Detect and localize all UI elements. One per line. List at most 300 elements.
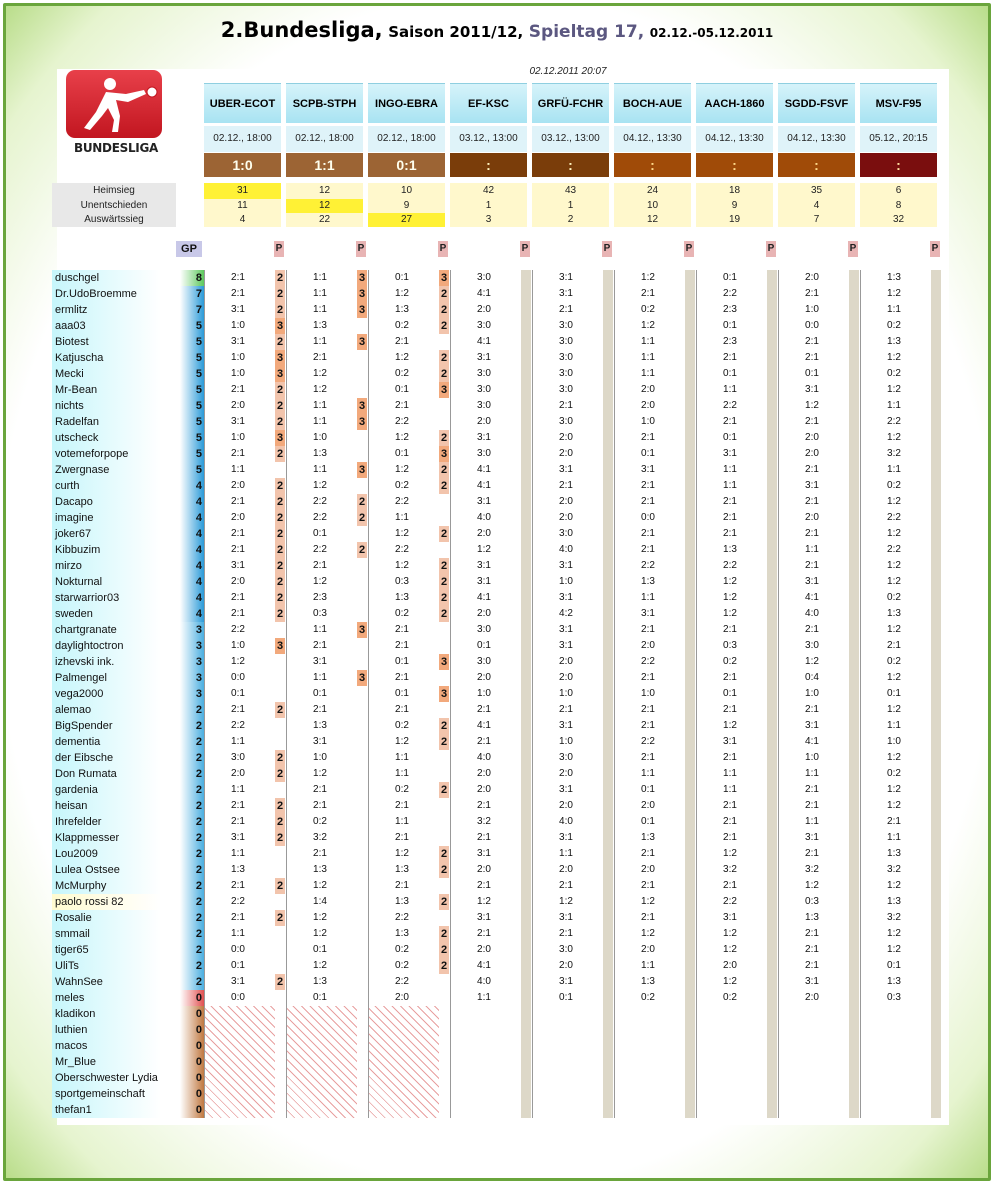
tip-value: 1:2 [313, 880, 327, 891]
tip-value: 3:0 [477, 448, 491, 459]
tip-cell [697, 990, 778, 1006]
tip-value: 2:1 [313, 800, 327, 811]
tip-value: 2:1 [395, 800, 409, 811]
tip-cell [533, 382, 614, 398]
tip-cell [861, 1070, 942, 1086]
tip-cell [861, 734, 942, 750]
tip-value: 2:0 [559, 672, 573, 683]
tip-cell [287, 270, 368, 286]
tip-cell [369, 1102, 450, 1118]
tip-value: 1:3 [395, 928, 409, 939]
tip-value: 3:1 [723, 912, 737, 923]
stat-away: 22 [286, 213, 363, 227]
tip-value: 2:0 [477, 784, 491, 795]
tip-cell [697, 430, 778, 446]
match-date: 02.12., 18:00 [204, 126, 281, 152]
tip-cell [533, 1070, 614, 1086]
player-points-value: 4 [180, 478, 204, 494]
tip-cell [779, 446, 860, 462]
tip-value: 2:1 [477, 880, 491, 891]
tip-cell [861, 862, 942, 878]
player-points-value: 3 [180, 654, 204, 670]
tip-value: 1:2 [395, 528, 409, 539]
tip-value: 2:1 [723, 416, 737, 427]
tip-cell [369, 366, 450, 382]
tip-value: 1:2 [887, 528, 901, 539]
tip-value: 2:1 [805, 496, 819, 507]
tip-value: 0:1 [231, 960, 245, 971]
tip-cell [861, 478, 942, 494]
tip-points: 2 [440, 368, 448, 380]
logo-text-a: BUNDES [74, 141, 128, 155]
tip-value: 2:2 [723, 560, 737, 571]
tip-cell [779, 318, 860, 334]
match-result: : [532, 153, 609, 177]
tip-value: 1:2 [887, 944, 901, 955]
tip-cell [205, 526, 286, 542]
tip-column [860, 270, 942, 1118]
tip-points: 3 [276, 640, 284, 652]
stat-draw: 10 [614, 199, 691, 213]
tip-value: 2:1 [805, 528, 819, 539]
tip-cell [779, 1054, 860, 1070]
tip-cell [861, 798, 942, 814]
tip-cell [369, 622, 450, 638]
tip-cell [533, 398, 614, 414]
tip-cell [205, 606, 286, 622]
player-name: tiger65 [52, 942, 180, 958]
player-points-value: 4 [180, 510, 204, 526]
tip-cell [451, 542, 532, 558]
tip-cell [779, 398, 860, 414]
tip-value: 2:0 [559, 800, 573, 811]
tip-cell [205, 846, 286, 862]
tip-cell [287, 974, 368, 990]
tip-cell [779, 654, 860, 670]
tip-cell [615, 542, 696, 558]
player-name: Lulea Ostsee [52, 862, 180, 878]
tip-value: 1:3 [887, 976, 901, 987]
tip-cell [451, 478, 532, 494]
player-name: Dacapo [52, 494, 180, 510]
tip-cell [861, 542, 942, 558]
match-date: 04.12., 13:30 [778, 126, 855, 152]
tip-cell [451, 430, 532, 446]
tip-value: 2:0 [477, 304, 491, 315]
tip-cell [697, 750, 778, 766]
tip-cell [697, 558, 778, 574]
tip-value: 3:1 [559, 624, 573, 635]
tip-cell [533, 878, 614, 894]
stat-home: 24 [614, 183, 691, 199]
tip-value: 0:1 [395, 448, 409, 459]
tip-points: 2 [440, 928, 448, 940]
tip-value: 1:3 [887, 336, 901, 347]
tip-value: 2:1 [395, 400, 409, 411]
tip-value: 2:0 [559, 512, 573, 523]
tip-value: 1:1 [231, 784, 245, 795]
tip-cell [697, 894, 778, 910]
player-points-value: 3 [180, 638, 204, 654]
tip-value: 1:0 [805, 304, 819, 315]
player-points-value: 4 [180, 574, 204, 590]
tip-cell [861, 286, 942, 302]
tip-cell [861, 318, 942, 334]
tip-cell [697, 1006, 778, 1022]
points-header: P [930, 241, 940, 257]
stat-draw: 9 [368, 199, 445, 213]
player-name: Ihrefelder [52, 814, 180, 830]
tip-cell [369, 926, 450, 942]
tip-cell [533, 974, 614, 990]
tip-cell [369, 286, 450, 302]
tip-points: 2 [276, 528, 284, 540]
tip-cell [451, 702, 532, 718]
player-name: UliTs [52, 958, 180, 974]
tip-value: 1:2 [887, 384, 901, 395]
tip-value: 2:0 [805, 448, 819, 459]
tip-points: 2 [440, 592, 448, 604]
tip-value: 1:0 [231, 352, 245, 363]
tip-value: 1:2 [395, 848, 409, 859]
match-name: EF-KSC [450, 83, 527, 123]
tip-value: 2:1 [723, 496, 737, 507]
tip-cell [697, 942, 778, 958]
player-points [180, 270, 204, 1118]
tip-value: 2:1 [723, 704, 737, 715]
tip-cell [451, 686, 532, 702]
tip-value: 0:2 [395, 960, 409, 971]
tip-cell [779, 286, 860, 302]
tip-value: 1:1 [313, 400, 327, 411]
tip-value: 3:1 [559, 720, 573, 731]
player-points-value: 2 [180, 862, 204, 878]
tip-cell [369, 1054, 450, 1070]
tip-value: 2:2 [231, 720, 245, 731]
tip-cell [697, 462, 778, 478]
tip-cell [451, 382, 532, 398]
tip-cell [451, 814, 532, 830]
tip-points: 2 [440, 288, 448, 300]
tip-value: 2:1 [313, 848, 327, 859]
tip-cell [451, 558, 532, 574]
tip-value: 1:3 [641, 832, 655, 843]
tip-value: 1:2 [395, 432, 409, 443]
tip-value: 3:0 [559, 752, 573, 763]
tip-cell [861, 334, 942, 350]
tip-points: 2 [276, 816, 284, 828]
tip-cell [287, 958, 368, 974]
tip-value: 1:3 [395, 592, 409, 603]
tip-value: 2:0 [641, 640, 655, 651]
tip-cell [533, 590, 614, 606]
tip-cell [779, 990, 860, 1006]
tip-value: 2:1 [559, 704, 573, 715]
tip-cell [697, 846, 778, 862]
tip-cell [861, 590, 942, 606]
tip-cell [697, 350, 778, 366]
tip-cell [533, 1102, 614, 1118]
tip-cell [615, 846, 696, 862]
tip-cell [287, 1070, 368, 1086]
tip-cell [697, 382, 778, 398]
player-points-value: 2 [180, 702, 204, 718]
title-league: 2.Bundesliga, [220, 18, 383, 42]
tip-cell [615, 1086, 696, 1102]
tip-cell [369, 782, 450, 798]
tip-value: 2:0 [231, 480, 245, 491]
stat-away: 32 [860, 213, 937, 227]
tip-value: 2:1 [395, 880, 409, 891]
player-name: aaa03 [52, 318, 180, 334]
tip-cell [369, 1086, 450, 1102]
stat-home: 6 [860, 183, 937, 199]
tip-value: 1:2 [313, 912, 327, 923]
tip-cell [369, 494, 450, 510]
tip-value: 1:1 [313, 288, 327, 299]
tip-value: 3:1 [477, 560, 491, 571]
tip-cell [369, 846, 450, 862]
tip-cell [533, 862, 614, 878]
tip-cell [615, 654, 696, 670]
tip-cell [205, 1054, 286, 1070]
tip-value: 1:0 [641, 416, 655, 427]
tip-value: 2:2 [395, 976, 409, 987]
tip-value: 0:3 [395, 576, 409, 587]
tip-value: 1:2 [641, 320, 655, 331]
tip-cell [697, 590, 778, 606]
match-name: BOCH-AUE [614, 83, 691, 123]
player-points-value: 2 [180, 910, 204, 926]
tip-value: 0:0 [231, 944, 245, 955]
tip-cell [615, 1006, 696, 1022]
tip-cell [451, 510, 532, 526]
tip-value: 1:1 [641, 352, 655, 363]
tip-cell [369, 702, 450, 718]
tip-cell [779, 1070, 860, 1086]
tip-cell [697, 830, 778, 846]
tip-cell [369, 414, 450, 430]
tip-points: 3 [358, 272, 366, 284]
tip-cell [205, 942, 286, 958]
tip-cell [533, 814, 614, 830]
tip-cell [287, 590, 368, 606]
tip-value: 4:1 [477, 592, 491, 603]
tip-cell [779, 510, 860, 526]
tip-cell [533, 270, 614, 286]
tip-points: 2 [440, 352, 448, 364]
tip-cell [369, 878, 450, 894]
tip-cell [779, 334, 860, 350]
tip-cell [205, 830, 286, 846]
player-points-value: 5 [180, 430, 204, 446]
tip-cell [533, 366, 614, 382]
tip-value: 2:1 [477, 736, 491, 747]
tip-cell [861, 1102, 942, 1118]
tip-value: 2:2 [231, 624, 245, 635]
tip-value: 1:2 [723, 944, 737, 955]
tip-cell [861, 718, 942, 734]
tip-cell [779, 1038, 860, 1054]
tip-cell [287, 478, 368, 494]
tip-value: 1:1 [231, 848, 245, 859]
tip-cell [779, 558, 860, 574]
player-points-value: 2 [180, 750, 204, 766]
match-result: : [778, 153, 855, 177]
player-name: sweden [52, 606, 180, 622]
tip-value: 2:1 [395, 640, 409, 651]
player-points-value: 5 [180, 350, 204, 366]
tip-cell [615, 1102, 696, 1118]
tip-value: 2:1 [805, 336, 819, 347]
player-points-value: 0 [180, 1054, 204, 1070]
tip-cell [615, 958, 696, 974]
tip-value: 1:1 [887, 832, 901, 843]
player-name: imagine [52, 510, 180, 526]
tip-points: 3 [440, 384, 448, 396]
tip-cell [451, 1006, 532, 1022]
tip-cell [533, 1006, 614, 1022]
tip-value: 2:1 [641, 912, 655, 923]
tip-cell [697, 718, 778, 734]
tip-value: 3:0 [559, 416, 573, 427]
tip-value: 0:1 [477, 640, 491, 651]
player-name: duschgel [52, 270, 180, 286]
tip-cell [369, 462, 450, 478]
tip-value: 1:2 [723, 848, 737, 859]
tip-value: 1:2 [395, 736, 409, 747]
tip-cell [451, 638, 532, 654]
tip-cell [287, 286, 368, 302]
tip-value: 2:0 [395, 992, 409, 1003]
tip-cell [451, 606, 532, 622]
tip-cell [205, 350, 286, 366]
tip-points: 3 [276, 352, 284, 364]
tip-cell [861, 302, 942, 318]
gp-header: GP [176, 241, 202, 257]
tip-cell [861, 510, 942, 526]
tip-points: 2 [276, 912, 284, 924]
tip-cell [451, 846, 532, 862]
tip-cell [697, 862, 778, 878]
title-matchday: Spieltag 17, [528, 22, 645, 42]
player-points-value: 2 [180, 798, 204, 814]
player-points-value: 7 [180, 302, 204, 318]
tip-cell [861, 446, 942, 462]
tip-value: 2:0 [477, 768, 491, 779]
player-name: Oberschwester Lydia [52, 1070, 180, 1086]
tip-points: 3 [358, 288, 366, 300]
tip-cell [533, 302, 614, 318]
tip-cell [205, 782, 286, 798]
tip-value: 3:1 [559, 592, 573, 603]
tip-cell [615, 878, 696, 894]
tip-cell [287, 398, 368, 414]
tip-cell [287, 366, 368, 382]
tip-value: 2:0 [231, 512, 245, 523]
player-name: gardenia [52, 782, 180, 798]
tip-value: 2:1 [641, 480, 655, 491]
tip-value: 1:2 [641, 896, 655, 907]
tip-value: 1:2 [887, 432, 901, 443]
tip-value: 3:1 [723, 448, 737, 459]
tip-cell [205, 382, 286, 398]
tip-cell [451, 1102, 532, 1118]
tip-cell [861, 958, 942, 974]
player-name: ermlitz [52, 302, 180, 318]
tip-cell [369, 350, 450, 366]
points-header: P [274, 241, 284, 257]
tip-value: 3:1 [231, 560, 245, 571]
player-points-value: 2 [180, 878, 204, 894]
tip-value: 4:1 [477, 464, 491, 475]
tip-value: 1:1 [887, 304, 901, 315]
tip-cell [287, 798, 368, 814]
tip-cell [451, 302, 532, 318]
tip-value: 4:1 [805, 736, 819, 747]
tip-value: 1:2 [313, 960, 327, 971]
tip-value: 3:1 [477, 432, 491, 443]
tip-cell [861, 654, 942, 670]
tip-value: 1:1 [641, 368, 655, 379]
tip-cell [697, 686, 778, 702]
tip-value: 3:1 [231, 976, 245, 987]
player-name: der Eibsche [52, 750, 180, 766]
tip-cell [451, 862, 532, 878]
tip-value: 2:2 [723, 896, 737, 907]
tip-value: 3:1 [477, 576, 491, 587]
player-points-value: 0 [180, 1086, 204, 1102]
tip-value: 2:1 [641, 432, 655, 443]
tip-value: 2:1 [231, 384, 245, 395]
tip-cell [533, 766, 614, 782]
tip-value: 4:1 [477, 288, 491, 299]
tip-value: 1:2 [887, 704, 901, 715]
tip-cell [533, 1038, 614, 1054]
player-points-value: 2 [180, 958, 204, 974]
tip-points: 3 [358, 304, 366, 316]
tip-value: 2:1 [559, 480, 573, 491]
tip-value: 1:2 [313, 928, 327, 939]
tip-value: 1:1 [641, 960, 655, 971]
tip-cell [533, 478, 614, 494]
tip-value: 3:1 [805, 832, 819, 843]
tip-cell [287, 766, 368, 782]
player-name: meles [52, 990, 180, 1006]
player-name: daylightoctron [52, 638, 180, 654]
tip-value: 2:1 [641, 880, 655, 891]
tip-value: 0:0 [231, 672, 245, 683]
tip-cell [697, 622, 778, 638]
tip-cell [287, 1054, 368, 1070]
tip-cell [205, 318, 286, 334]
tip-value: 2:1 [231, 544, 245, 555]
player-points-value: 5 [180, 446, 204, 462]
player-points-value: 5 [180, 414, 204, 430]
player-points-value: 5 [180, 366, 204, 382]
tip-points: 2 [276, 512, 284, 524]
tip-cell [861, 606, 942, 622]
tip-value: 3:0 [559, 368, 573, 379]
points-header: P [356, 241, 366, 257]
tip-cell [615, 446, 696, 462]
tip-cell [287, 782, 368, 798]
tip-value: 4:0 [805, 608, 819, 619]
tip-value: 2:1 [805, 288, 819, 299]
tip-value: 1:1 [887, 464, 901, 475]
tip-value: 3:0 [559, 384, 573, 395]
tip-value: 1:2 [395, 560, 409, 571]
